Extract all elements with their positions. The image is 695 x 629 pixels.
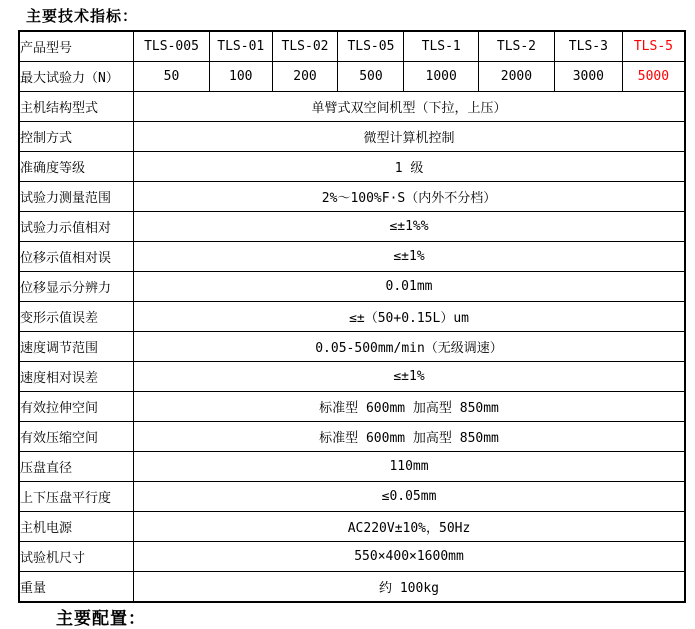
- force-cell: 100: [209, 62, 272, 92]
- spec-value: 标准型 600mm 加高型 850mm: [134, 391, 685, 421]
- spec-label: 主机电源: [19, 511, 134, 541]
- spec-value: AC220V±10%，50Hz: [134, 511, 685, 541]
- spec-label: 试验力测量范围: [19, 182, 134, 212]
- force-cell-highlighted: 5000: [622, 62, 685, 92]
- model-cell: TLS-1: [404, 31, 479, 62]
- spec-row: [19, 361, 685, 391]
- spec-value: 550×400×1600mm: [134, 541, 685, 571]
- spec-row: [19, 391, 685, 421]
- spec-row: [19, 571, 685, 602]
- model-row-label: 产品型号: [19, 31, 134, 62]
- spec-row: [19, 92, 685, 122]
- spec-row: [19, 301, 685, 331]
- spec-label: 位移示值相对误: [19, 242, 134, 272]
- force-cell: 2000: [478, 62, 554, 92]
- spec-row: [19, 481, 685, 511]
- spec-label: 有效压缩空间: [19, 421, 134, 451]
- spec-value: 2%～100%F·S（内外不分档）: [134, 182, 685, 212]
- spec-label: 准确度等级: [19, 152, 134, 182]
- spec-row: [19, 451, 685, 481]
- model-row: [19, 31, 685, 62]
- model-cell: TLS-01: [209, 31, 272, 62]
- spec-label: 有效拉伸空间: [19, 391, 134, 421]
- spec-value: 1 级: [134, 152, 685, 182]
- spec-label: 压盘直径: [19, 451, 134, 481]
- model-cell: TLS-3: [554, 31, 622, 62]
- spec-label: 速度调节范围: [19, 331, 134, 361]
- spec-row: [19, 331, 685, 361]
- model-cell-highlighted: TLS-5: [622, 31, 685, 62]
- spec-label: 试验机尺寸: [19, 541, 134, 571]
- force-cell: 200: [272, 62, 338, 92]
- force-cell: 50: [134, 62, 210, 92]
- spec-row: [19, 152, 685, 182]
- spec-row: [19, 511, 685, 541]
- spec-value: 单臂式双空间机型（下拉，上压）: [134, 92, 685, 122]
- spec-value: 0.05-500mm/min（无级调速）: [134, 331, 685, 361]
- force-cell: 500: [338, 62, 404, 92]
- section-title: 主要技术指标：: [26, 7, 139, 25]
- model-cell: TLS-2: [478, 31, 554, 62]
- model-cell: TLS-05: [338, 31, 404, 62]
- spec-value: 标准型 600mm 加高型 850mm: [134, 421, 685, 451]
- spec-value: ≤±1%: [134, 242, 685, 272]
- spec-row: [19, 122, 685, 152]
- spec-label: 上下压盘平行度: [19, 481, 134, 511]
- model-cell: TLS-005: [134, 31, 210, 62]
- spec-label: 变形示值误差: [19, 301, 134, 331]
- specs-table: [18, 30, 686, 603]
- spec-row: [19, 242, 685, 272]
- footer-partial-heading: 主要配置：: [56, 609, 146, 629]
- spec-label: 重量: [19, 571, 134, 602]
- model-cell: TLS-02: [272, 31, 338, 62]
- spec-row: [19, 541, 685, 571]
- spec-value: ≤±1%: [134, 361, 685, 391]
- spec-label: 试验力示值相对: [19, 212, 134, 242]
- max-force-row-label: 最大试验力（N）: [19, 62, 134, 92]
- spec-value: 110mm: [134, 451, 685, 481]
- spec-row: [19, 182, 685, 212]
- spec-value: 微型计算机控制: [134, 122, 685, 152]
- force-cell: 1000: [404, 62, 479, 92]
- spec-value: ≤0.05mm: [134, 481, 685, 511]
- spec-row: [19, 272, 685, 302]
- spec-value: ≤±1%%: [134, 212, 685, 242]
- spec-row: [19, 212, 685, 242]
- spec-label: 位移显示分辨力: [19, 272, 134, 302]
- spec-value: ≤±（50+0.15L）um: [134, 301, 685, 331]
- spec-label: 主机结构型式: [19, 92, 134, 122]
- max-force-row: [19, 62, 685, 92]
- spec-value: 0.01mm: [134, 272, 685, 302]
- spec-value: 约 100kg: [134, 571, 685, 602]
- spec-row: [19, 421, 685, 451]
- spec-label: 速度相对误差: [19, 361, 134, 391]
- spec-label: 控制方式: [19, 122, 134, 152]
- force-cell: 3000: [554, 62, 622, 92]
